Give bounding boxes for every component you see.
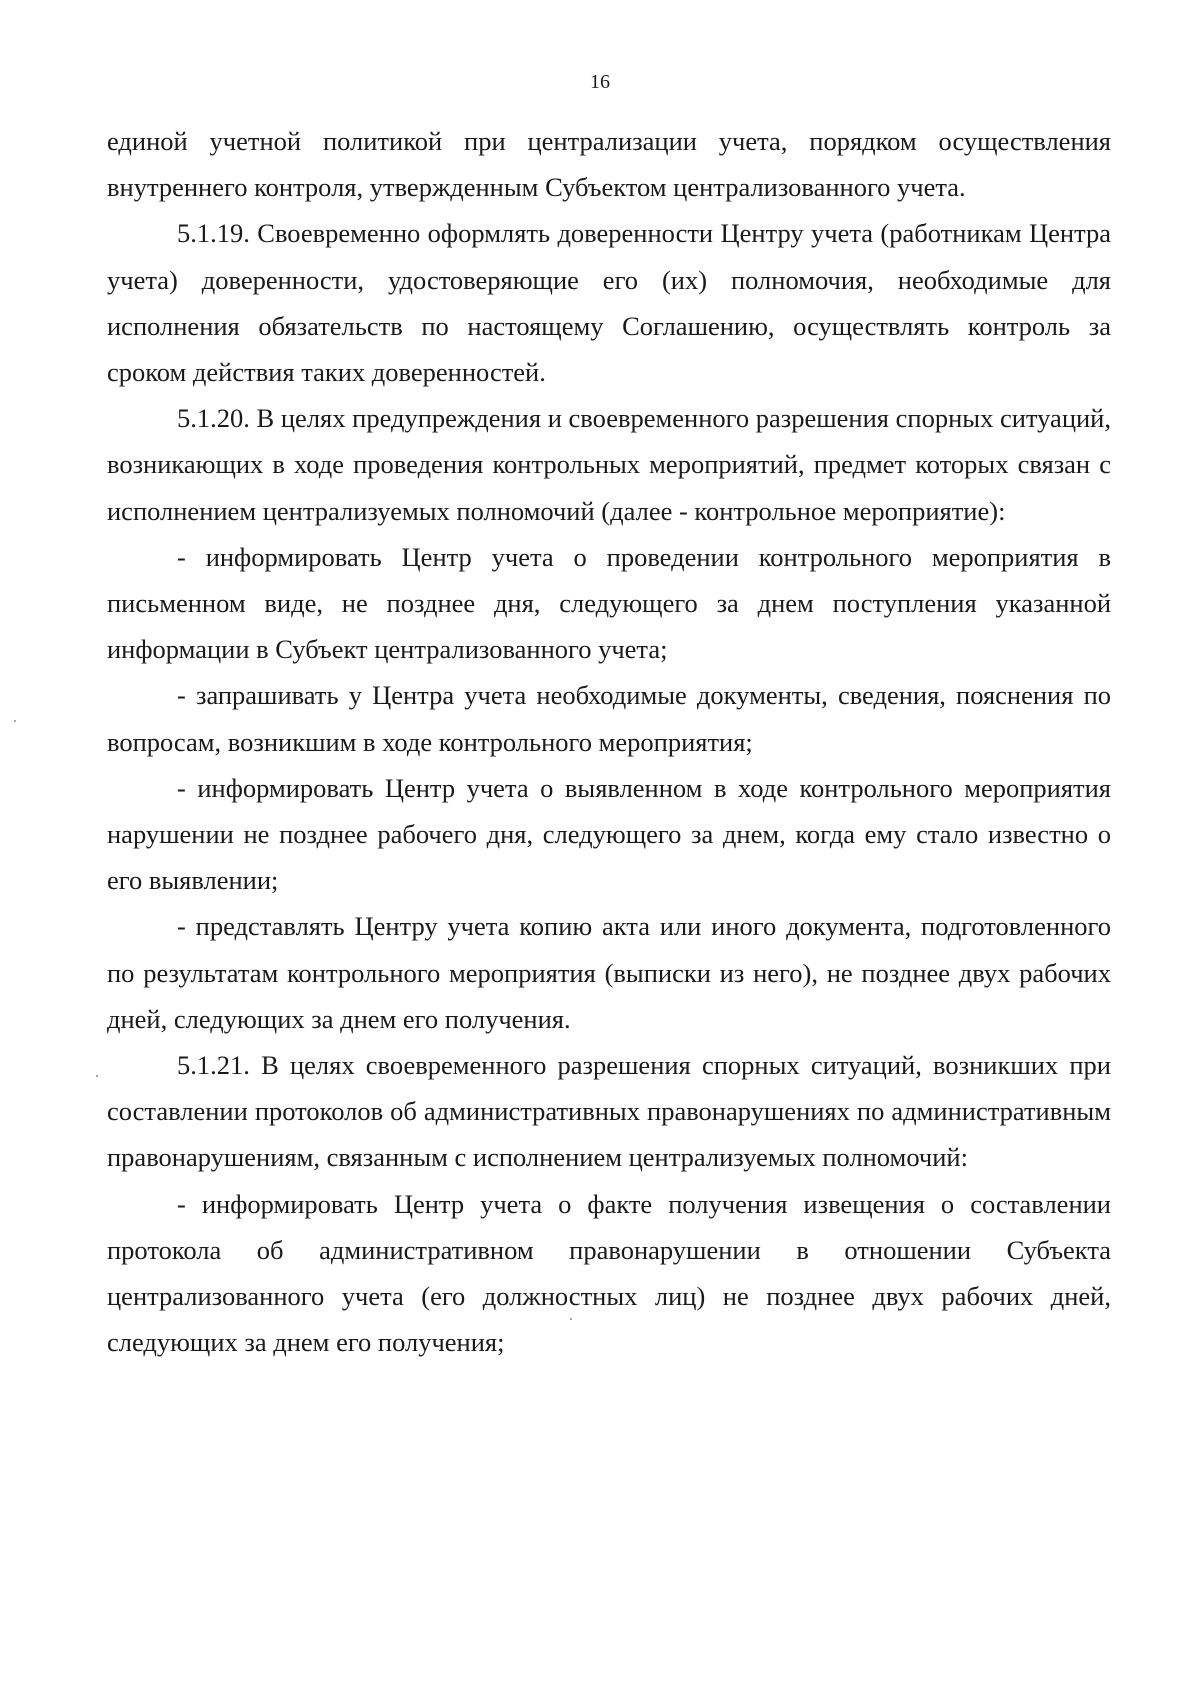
paragraph-5-1-19: 5.1.19. Своевременно оформлять доверенности Центру учета (работникам Центра учета) доверенности, удостоверяющие его (их) полномочия, необходимые для исполнения обязательств по настоящему Соглашению, осуществлять контроль за сроком действия таких доверенностей.	[107, 218, 1111, 388]
list-item-inform-protocol-notice: - информировать Центр учета о факте получения извещения о составлении протокола об административном правонарушении в отношении Субъекта централизованного учета (его должностных лиц) не позднее двух рабочих дней, следующих за днем его получения;	[107, 1188, 1111, 1358]
paragraph-5-1-21: 5.1.21. В целях своевременного разрешения спорных ситуаций, возникших при составлении протоколов об административных правонарушениях по административным правонарушениям, связанным с исполнением централизуемых полномочий:	[107, 1050, 1111, 1173]
list-item-request-documents: - запрашивать у Центра учета необходимые документы, сведения, пояснения по вопросам, возникшим в ходе контрольного мероприятия;	[107, 680, 1111, 757]
document-body	[107, 118, 1111, 1365]
scan-speck	[570, 1318, 572, 1320]
scan-speck	[14, 720, 16, 722]
page-number: 16	[590, 71, 610, 93]
list-item-inform-violation: - информировать Центр учета о выявленном в ходе контрольного мероприятия нарушении не позднее рабочего дня, следующего за днем, когда ему стало известно о его выявлении;	[107, 772, 1111, 896]
paragraph-continuation: единой учетной политикой при централизации учета, порядком осуществления внутреннего контроля, утвержденным Субъектом централизованного учета.	[107, 126, 1111, 203]
list-item-inform-control-event: - информировать Центр учета о проведении контрольного мероприятия в письменном виде, не позднее дня, следующего за днем поступления указанной информации в Субъект централизованного учета;	[107, 541, 1111, 665]
scan-speck	[96, 1075, 98, 1077]
list-item-provide-act-copy: - представлять Центру учета копию акта или иного документа, подготовленного по результатам контрольного мероприятия (выписки из него), не позднее двух рабочих дней, следующих за днем его получения.	[107, 911, 1111, 1034]
paragraph-5-1-20: 5.1.20. В целях предупреждения и своевременного разрешения спорных ситуаций, возникающих в ходе проведения контрольных мероприятий, предмет которых связан с исполнением централизуемых полномочий (далее - контрольное мероприятие):	[107, 403, 1111, 526]
